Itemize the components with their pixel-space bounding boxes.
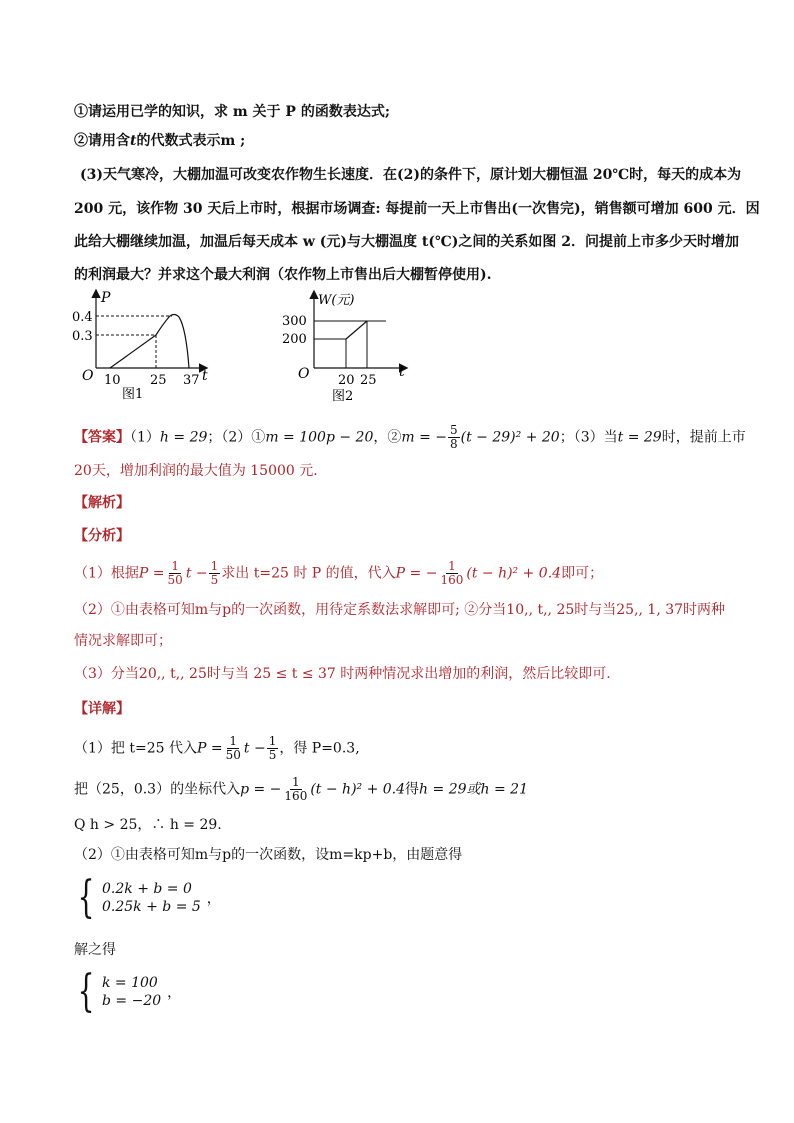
s1-frac2 xyxy=(209,560,221,587)
answer-h: h = 29 xyxy=(159,429,208,446)
question-line-2 xyxy=(74,132,245,150)
fig1-parabola xyxy=(156,315,189,369)
d2-f-den: 160 xyxy=(284,789,308,803)
d2-eq-b: (t − h)² + 0.4 xyxy=(310,781,406,798)
system-1-rows xyxy=(102,881,201,915)
p3-line-4: 的利润最大？并求这个最大利润（农作物上市售出后大棚暂停使用). xyxy=(74,267,492,283)
q2-text-b: 的代数式表示m ; xyxy=(136,133,246,149)
d1-f2-num: 1 xyxy=(268,734,277,748)
fig2-caption: 图2 xyxy=(332,389,354,404)
answer-line-2: 20天，增加利润的最大值为 15000 元. xyxy=(74,463,318,479)
answer-line-1 xyxy=(74,424,746,451)
fig1-caption: 图1 xyxy=(122,387,144,402)
figure-2 xyxy=(280,288,430,408)
s1-f2-num: 1 xyxy=(210,559,219,573)
sys2-row2: b = −20 xyxy=(102,993,162,1009)
d1-eq-a: P = xyxy=(196,740,223,757)
fig2-ytick-300: 300 xyxy=(282,314,307,329)
d1-frac2 xyxy=(267,735,279,762)
d2-eq-c: h = 29或h = 21 xyxy=(419,781,528,798)
answer-m2-b: (t − 29)² + 20 xyxy=(460,429,560,446)
q2-text-a: ②请用含 xyxy=(74,133,130,149)
s1-eq2-a: P = − xyxy=(395,565,438,582)
d2-b: 得 xyxy=(405,781,420,798)
analysis-s2-line2: 情况求解即可； xyxy=(74,633,172,649)
sys2-row1: k = 100 xyxy=(102,975,158,991)
answer-frac-num: 5 xyxy=(450,423,458,437)
sys1-row2: 0.25k + b = 5 xyxy=(102,899,201,915)
answer-t: t = 29 xyxy=(617,429,662,446)
fig1-origin: O xyxy=(82,368,94,384)
answer-frac xyxy=(448,424,460,451)
d1-f1-num: 1 xyxy=(229,734,238,748)
solve-text: 解之得 xyxy=(74,942,116,958)
fig1-linear-segment xyxy=(110,335,156,368)
d1-f2-den: 5 xyxy=(268,748,277,762)
brace-1: { xyxy=(77,872,95,923)
fenxi-label: 【分析】 xyxy=(74,528,130,544)
s1-c: 即可； xyxy=(561,565,604,582)
s1-f3-num: 1 xyxy=(448,559,456,573)
detail-d2 xyxy=(74,776,528,803)
fig1-ytick-0.3: 0.3 xyxy=(72,329,93,344)
sys1-comma: ， xyxy=(206,891,221,907)
p3-line-2: 200 元，该作物 30 天后上市时，根据市场调查: 每提前一天上市售出(一次售完)，销售额可增加 600 元．因 xyxy=(74,201,760,217)
d2-a: 把（25，0.3）的坐标代入 xyxy=(74,781,241,798)
answer-p1-b: ；（2）① xyxy=(207,429,266,446)
d1-frac1 xyxy=(224,735,243,762)
answer-p3-a: ；（3）当 xyxy=(559,429,618,446)
detail-d1 xyxy=(74,735,360,762)
s1-frac3 xyxy=(438,560,465,587)
fig2-ytick-200: 200 xyxy=(282,332,307,347)
fig2-xlabel: t xyxy=(399,364,405,380)
fig2-segment xyxy=(346,321,367,339)
s1-b: 求出 t=25 时 P 的值，代入 xyxy=(221,565,396,582)
detail-label: 【详解】 xyxy=(74,701,130,717)
figure-1 xyxy=(66,288,226,408)
d1-a: （1）把 t=25 代入 xyxy=(74,740,197,757)
answer-m2-a: m = − xyxy=(401,429,447,446)
system-1 xyxy=(72,872,221,923)
answer-label: 【答案】 xyxy=(74,429,130,446)
p3-line-1: (3)天气寒冷，大棚加温可改变农作物生长速度．在(2)的条件下，原计划大棚恒温 20℃时，每天的成本为 xyxy=(80,167,742,183)
s1-a: （1）根据 xyxy=(74,565,139,582)
d1-b: ，得 P=0.3, xyxy=(279,740,360,757)
analysis-s3: （3）分当20,, t,, 25时与当 25 ≤ t ≤ 37 时两种情况求出增加的利润，然后比较即可. xyxy=(74,666,611,682)
answer-p3-b: 时，提前上市 xyxy=(661,429,746,446)
answer-m1: m = 100p − 20 xyxy=(265,429,374,446)
fig1-xtick-25: 25 xyxy=(150,373,167,388)
d2-f-num: 1 xyxy=(292,775,300,789)
s1-f1-num: 1 xyxy=(171,559,179,573)
q2-var: t xyxy=(130,133,137,149)
jiexi-label: 【解析】 xyxy=(74,495,130,511)
d2-frac xyxy=(282,776,309,803)
detail-d3: Q h > 25，∴ h = 29. xyxy=(74,817,222,833)
fig2-origin: O xyxy=(298,366,310,382)
s1-f1-den: 50 xyxy=(167,573,183,587)
fig1-ytick-0.4: 0.4 xyxy=(72,310,93,325)
answer-frac-den: 8 xyxy=(450,437,458,451)
d2-eq-a: p = − xyxy=(240,781,282,798)
d1-f1-den: 50 xyxy=(225,748,241,762)
fig2-ylabel: W(元) xyxy=(318,293,355,308)
fig1-ylabel: P xyxy=(101,290,111,306)
p3-line-3: 此给大棚继续加温，加温后每天成本 w (元)与大棚温度 t(℃)之间的关系如图 2．问提前上市多少天时增加 xyxy=(74,234,740,250)
fig2-xtick-20: 20 xyxy=(338,373,355,388)
detail-d4: （2）①由表格可知m与p的一次函数，设m=kp+b，由题意得 xyxy=(74,847,463,863)
s1-eq2-b: (t − h)² + 0.4 xyxy=(466,565,562,582)
s1-f2-den: 5 xyxy=(210,573,219,587)
s1-frac1 xyxy=(166,560,185,587)
system-2 xyxy=(72,966,182,1017)
brace-2: { xyxy=(77,966,95,1017)
fig2-xtick-25: 25 xyxy=(360,373,377,388)
s1-eq-a: P = xyxy=(138,565,165,582)
fig1-xtick-37: 37 xyxy=(183,373,200,388)
answer-p1-a: （1） xyxy=(130,429,160,446)
sys2-comma: ， xyxy=(167,985,182,1001)
answer-sep: ，② xyxy=(373,429,402,446)
analysis-s2-line1: （2）①由表格可知m与p的一次函数，用待定系数法求解即可; ②分当10,, t,, 25时与当25,, 1, 37时两种 xyxy=(74,602,726,618)
s1-f3-den: 160 xyxy=(440,573,464,587)
question-line-1: ①请运用已学的知识，求 m 关于 P 的函数表达式; xyxy=(74,104,391,120)
fig1-xlabel: t xyxy=(202,368,208,384)
d1-eq-b: t − xyxy=(243,740,266,757)
analysis-s1 xyxy=(74,560,603,587)
system-2-rows xyxy=(102,975,161,1009)
fig1-xtick-10: 10 xyxy=(104,373,121,388)
s1-eq-b: t − xyxy=(185,565,208,582)
sys1-row1: 0.2k + b = 0 xyxy=(102,881,192,897)
